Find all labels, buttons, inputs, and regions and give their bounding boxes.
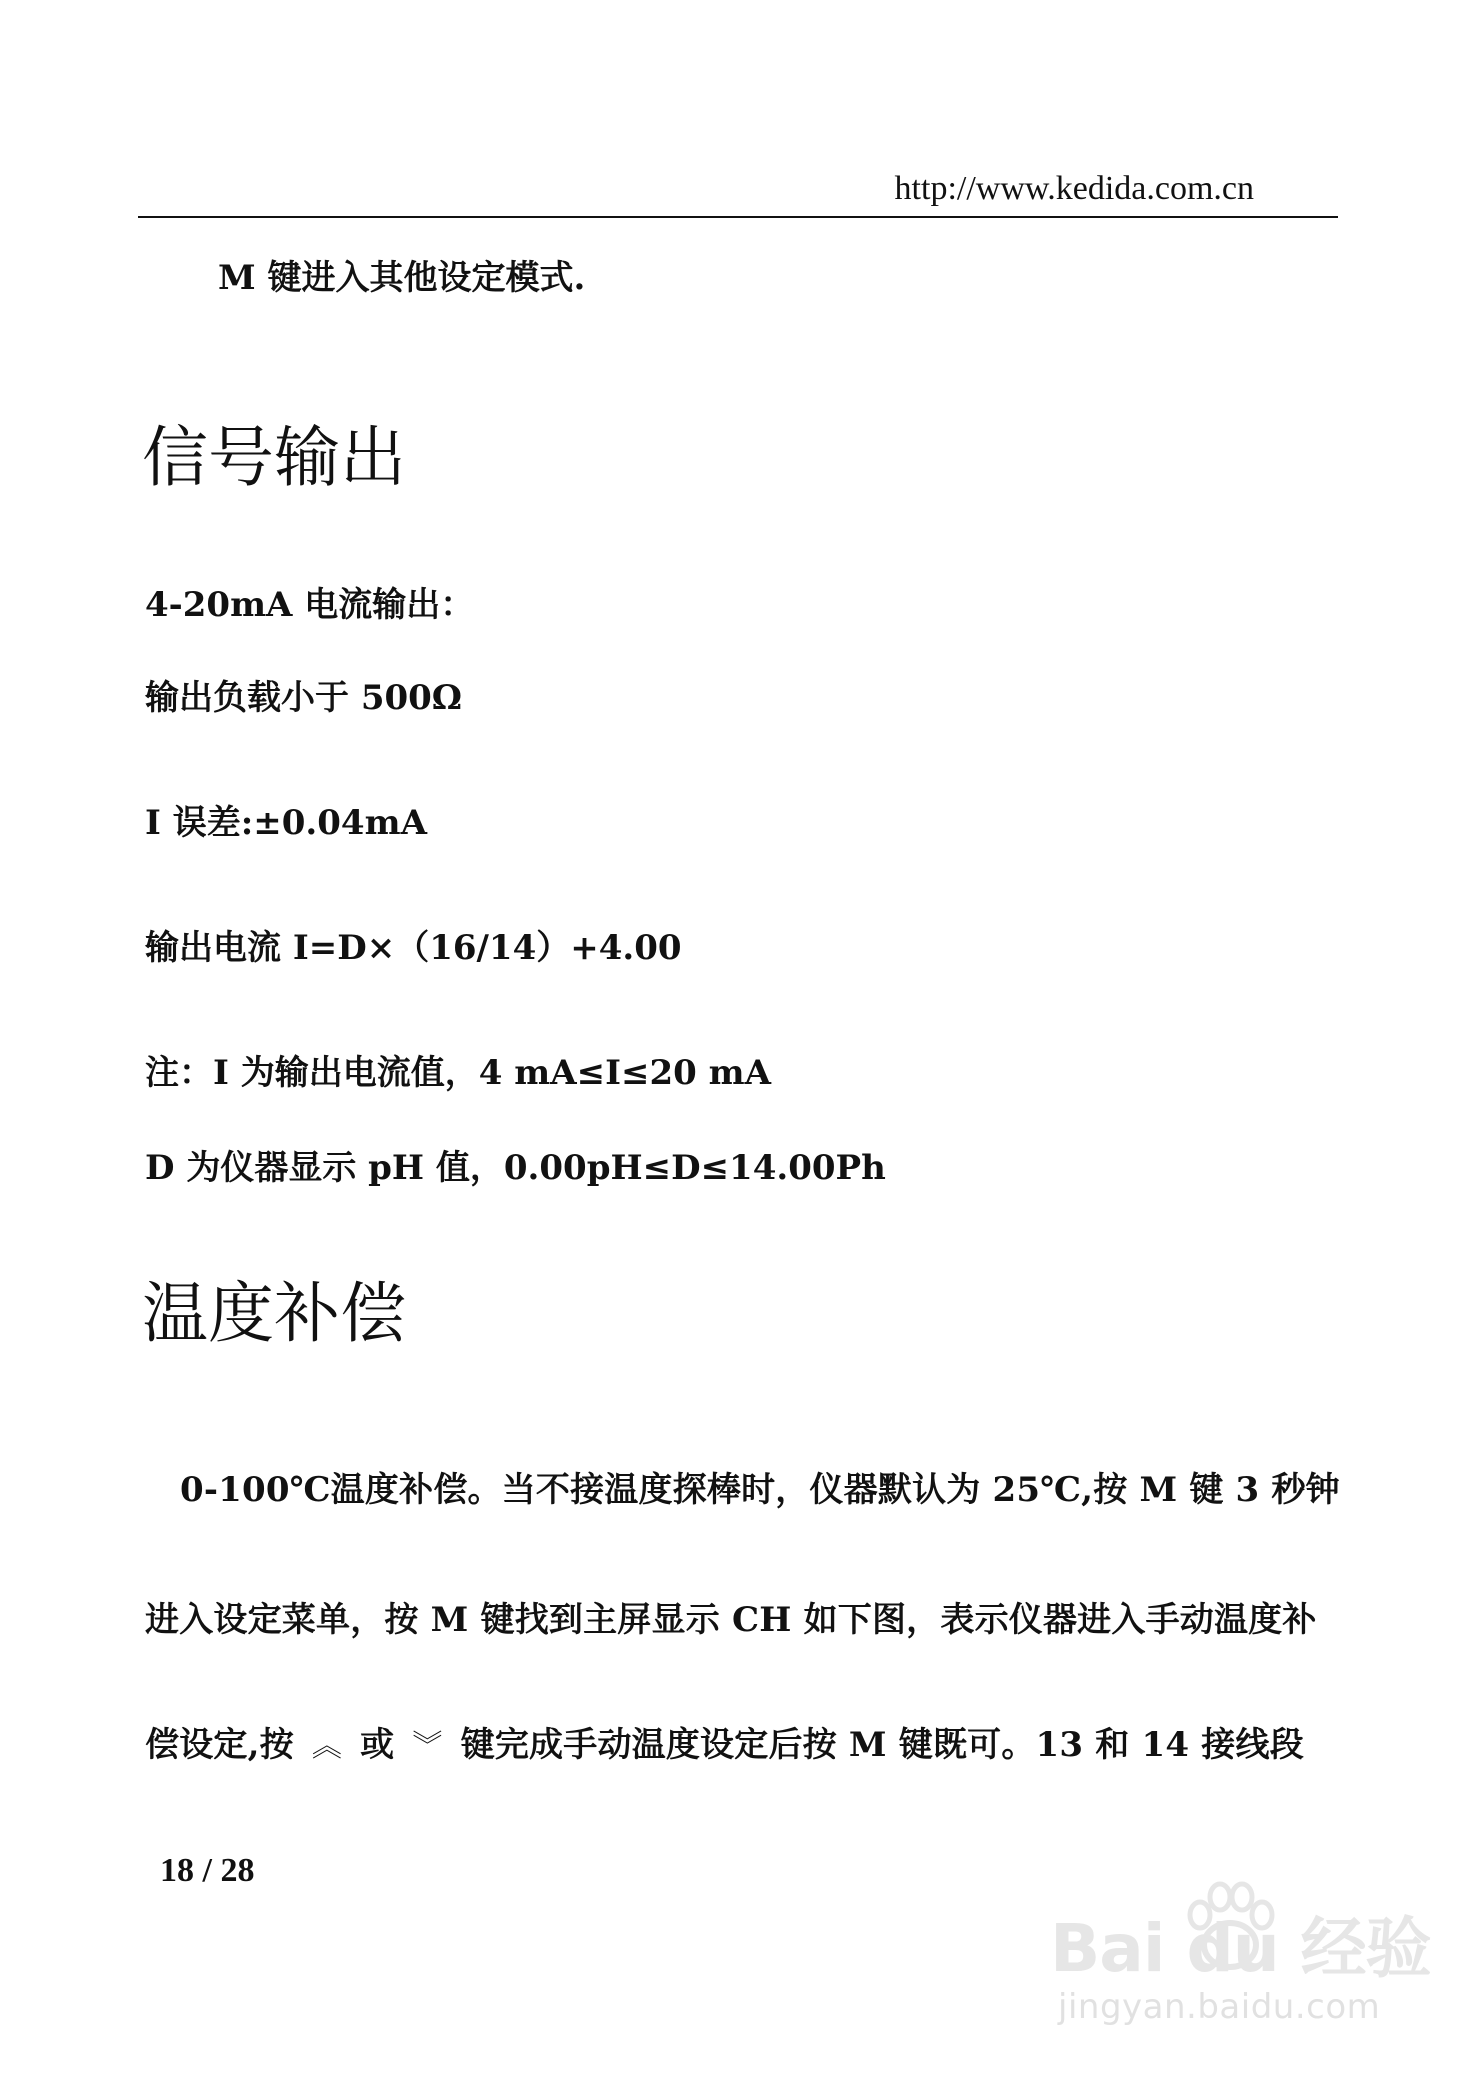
header-url: http://www.kedida.com.cn [894,170,1254,207]
temp-para-line-3 [145,1723,1335,1769]
temp-para-line-1: 0-100℃温度补偿。当不接温度探棒时，仪器默认为 25℃,按 M 键 3 秒钟 [180,1470,1340,1510]
baidu-watermark [1050,1875,1431,2045]
section-title-temp-compensation: 温度补偿 [142,1275,406,1352]
watermark-site: jingyan.baidu.com [1058,1987,1381,2027]
header-rule [138,216,1338,218]
signal-line-4: 输出电流 I=D×（16/14）+4.00 [145,928,682,968]
temp-para-line-2: 进入设定菜单，按 M 键找到主屏显示 CH 如下图，表示仪器进入手动温度补 [145,1600,1317,1640]
intro-line: M 键进入其他设定模式. [218,258,586,298]
temp-para-line-3-before: 偿设定,按 [145,1725,294,1765]
temp-para-line-3-or: 或 [360,1725,395,1765]
temp-para-line-3-after: 键完成手动温度设定后按 M 键既可。13 和 14 接线段 [460,1725,1304,1765]
signal-line-5: 注：I 为输出电流值，4 mA≤I≤20 mA [145,1053,771,1093]
page-number: 18 / 28 [160,1852,255,1889]
signal-line-6: D 为仪器显示 pH 值，0.00pH≤D≤14.00Ph [145,1148,886,1188]
signal-line-2: 输出负载小于 500Ω [145,678,463,718]
section-title-signal-output: 信号输出 [142,419,406,496]
up-arrow-key-icon: ︽ [311,1729,343,1764]
signal-line-3: I 误差:±0.04mA [145,803,427,843]
signal-line-1: 4-20mA 电流输出： [145,585,475,625]
down-arrow-key-icon: ︾ [412,1729,443,1764]
watermark-brand: Bai du 经验 [1050,1910,1431,1987]
